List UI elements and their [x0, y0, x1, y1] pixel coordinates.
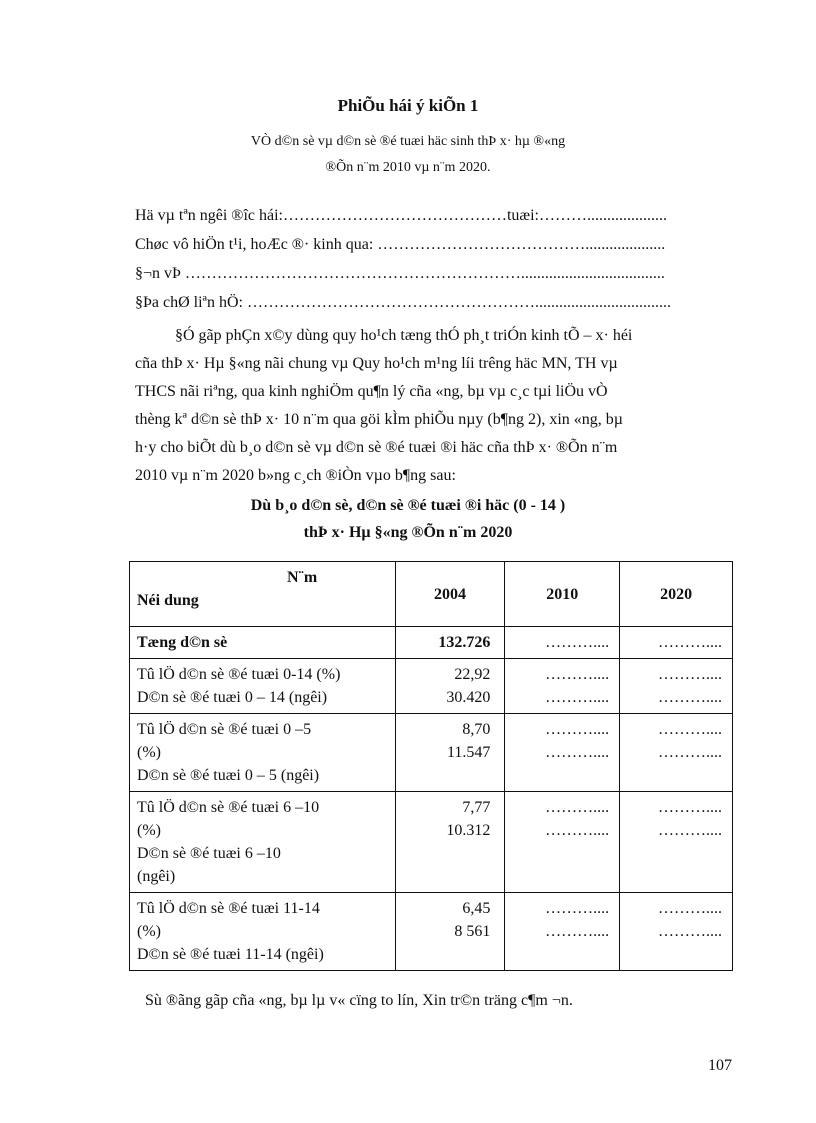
value-2020: ……….... — [658, 666, 722, 683]
total-2004-value: 132.726 — [395, 627, 505, 659]
population-forecast-table — [129, 561, 733, 971]
value-2004: 22,92 — [454, 666, 491, 683]
value-2010: ……….... — [545, 744, 610, 761]
row-label-line: (%) — [137, 923, 161, 940]
row-label-line: Tû lÖ d©n sè ®é tuæi 0-14 (%) — [137, 666, 341, 683]
header-year-2010: 2010 — [505, 562, 620, 627]
value-2004: 30.420 — [446, 689, 491, 706]
address-field: §Þa chØ liªn hÖ: ……………………………………………….................................. — [135, 294, 671, 311]
header-year-2004: 2004 — [395, 562, 505, 627]
total-population-label: Tæng d©n sè — [130, 627, 396, 659]
header-year-label: N¨m — [287, 569, 318, 586]
total-2020-value: ……….... — [620, 627, 733, 659]
value-2010: ……….... — [545, 923, 610, 940]
value-2004-cell — [395, 714, 505, 792]
value-2020: ……….... — [658, 923, 722, 940]
value-2004-cell — [395, 659, 505, 714]
value-2010: ……….... — [545, 689, 610, 706]
value-2010: ……….... — [545, 799, 610, 816]
value-2020: ……….... — [658, 799, 722, 816]
table-row — [130, 659, 733, 714]
value-2020: ……….... — [658, 900, 722, 917]
row-label — [130, 792, 396, 893]
value-2020-cell — [620, 659, 733, 714]
table-row — [130, 714, 733, 792]
value-2010: ……….... — [545, 721, 610, 738]
value-2004: 6,45 — [462, 900, 491, 917]
value-2020: ……….... — [658, 822, 722, 839]
value-2010-cell — [505, 893, 620, 971]
intro-paragraph — [135, 322, 738, 490]
value-2004-cell — [395, 893, 505, 971]
value-2004: 8,70 — [462, 721, 491, 738]
row-label-line: (%) — [137, 822, 161, 839]
value-2010-cell — [505, 792, 620, 893]
header-content-label: Néi dung — [137, 592, 199, 609]
row-label-line: Tû lÖ d©n sè ®é tuæi 11-14 — [137, 900, 320, 917]
row-label — [130, 893, 396, 971]
value-2004: 10.312 — [446, 822, 491, 839]
value-2010-cell — [505, 659, 620, 714]
paragraph-line: §Ó gãp phÇn x©y dùng quy ho¹ch tæng thÓ ph¸t triÓn kinh tÕ – x· héi — [175, 327, 633, 344]
row-label-line: D©n sè ®é tuæi 0 – 5 (ngêi) — [137, 767, 320, 784]
value-2020: ……….... — [658, 721, 722, 738]
value-2010: ……….... — [545, 822, 610, 839]
value-2010-cell — [505, 714, 620, 792]
value-2004: 8 561 — [454, 923, 491, 940]
row-label-line: (ngêi) — [137, 868, 176, 885]
thank-you-note: Sù ®ãng gãp cña «ng, bµ lµ v« cïng to lín, Xin tr©n träng c¶m ¬n. — [145, 992, 573, 1009]
page-title: PhiÕu hái ý kiÕn 1 — [337, 96, 479, 115]
job-field: Chøc vô hiÖn t¹i, hoÆc ®· kinh qua: ………………………………….................... — [135, 236, 666, 253]
value-2020-cell — [620, 893, 733, 971]
row-label-line: D©n sè ®é tuæi 6 –10 — [137, 845, 281, 862]
paragraph-line: THCS nãi riªng, qua kinh nghiÖm qu¶n lý cña «ng, bµ vµ c¸c tµi liÖu vÒ — [135, 383, 608, 400]
value-2004-cell — [395, 792, 505, 893]
row-label-line: (%) — [137, 744, 161, 761]
header-corner-cell — [130, 562, 396, 627]
row-label — [130, 714, 396, 792]
subtitle-line-2: ®Õn n¨m 2010 vµ n¨m 2020. — [325, 160, 491, 175]
table-row — [130, 792, 733, 893]
paragraph-line: 2010 vµ n¨m 2020 b»ng c¸ch ®iÒn vµo b¶ng sau: — [135, 467, 456, 484]
value-2004: 7,77 — [462, 799, 491, 816]
value-2020-cell — [620, 714, 733, 792]
paragraph-line: cña thÞ x· Hµ §«ng nãi chung vµ Quy ho¹ch m¹ng líi trêng häc MN, TH vµ — [135, 355, 618, 372]
name-age-field: Hä vµ tªn ngêi ®îc hái:……………………………………tuæi:……….................... — [135, 207, 667, 224]
value-2020: ……….... — [658, 744, 722, 761]
row-label-line: D©n sè ®é tuæi 0 – 14 (ngêi) — [137, 689, 328, 706]
unit-field: §¬n vÞ ……………………………………………………….................................... — [135, 265, 665, 282]
table-title-line-2: thÞ x· Hµ §«ng ®Õn n¨m 2020 — [303, 524, 513, 541]
value-2004: 11.547 — [446, 744, 491, 761]
value-2010: ……….... — [545, 666, 610, 683]
page-number: 107 — [708, 1057, 732, 1074]
row-label-line: Tû lÖ d©n sè ®é tuæi 0 –5 — [137, 721, 312, 738]
value-2020: ……….... — [658, 689, 722, 706]
value-2020-cell — [620, 792, 733, 893]
table-header-row — [130, 562, 733, 627]
table-row — [130, 627, 733, 659]
paragraph-line: h·y cho biÕt dù b¸o d©n sè vµ d©n sè ®é tuæi ®i häc cña thÞ x· ®Õn n¨m — [135, 439, 618, 456]
table-title-line-1: Dù b¸o d©n sè, d©n sè ®é tuæi ®i häc (0 - 14 ) — [250, 497, 566, 514]
row-label-line: D©n sè ®é tuæi 11-14 (ngêi) — [137, 946, 324, 963]
total-2010-value: ……….... — [505, 627, 620, 659]
row-label-line: Tû lÖ d©n sè ®é tuæi 6 –10 — [137, 799, 320, 816]
subtitle-line-1: VÒ d©n sè vµ d©n sè ®é tuæi häc sinh thÞ x· hµ ®«ng — [250, 134, 566, 149]
value-2010: ……….... — [545, 900, 610, 917]
table-row — [130, 893, 733, 971]
header-year-2020: 2020 — [620, 562, 733, 627]
paragraph-line: thèng kª d©n sè thÞ x· 10 n¨m qua göi kÌm phiÕu nµy (b¶ng 2), xin «ng, bµ — [135, 411, 623, 428]
row-label — [130, 659, 396, 714]
